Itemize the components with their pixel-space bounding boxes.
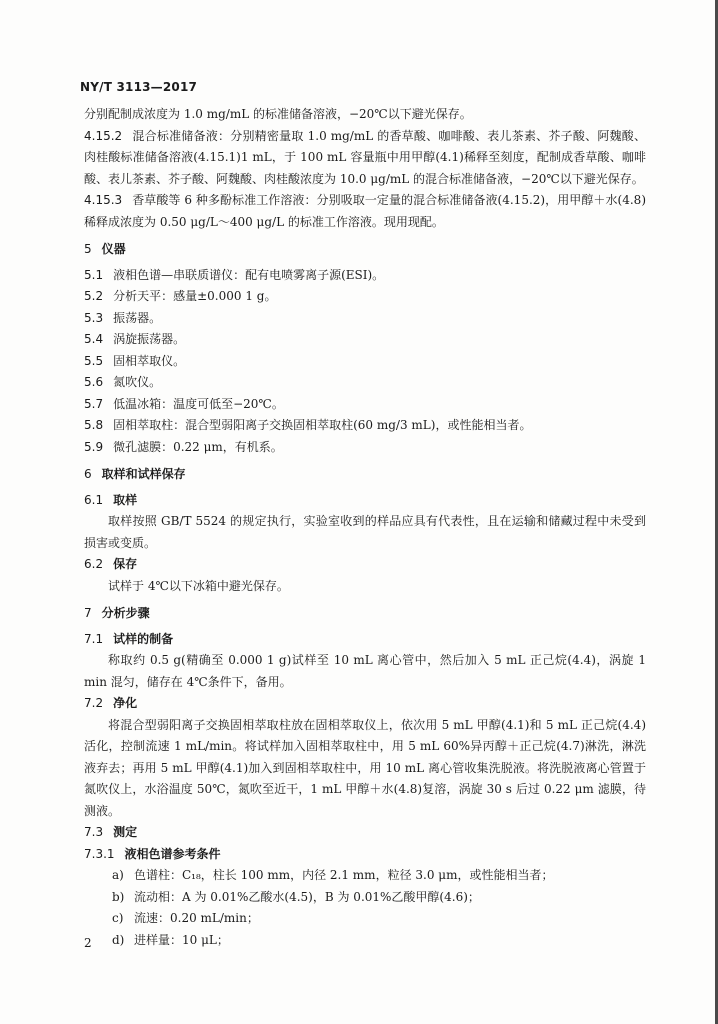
clause (84, 265, 646, 287)
clause-number: 5.9 (84, 439, 104, 454)
clause-number: 5.8 (84, 418, 104, 432)
clause-text: 低温冰箱：温度可低至−20℃。 (113, 396, 284, 411)
paragraph: 称取约 0.5 g(精确至 0.000 1 g)试样至 10 mL 离心管中，然后加入 5 mL 正己烷(4.4)，涡旋 1 min 混匀，储存在 4℃条件下，备用。 (84, 653, 646, 689)
clause (84, 308, 646, 330)
subsection-heading (84, 822, 646, 844)
clause-number: 5.2 (84, 289, 104, 303)
clause (84, 415, 646, 437)
paragraph (84, 104, 646, 126)
clause-number: 5.6 (84, 375, 104, 389)
paragraph: 试样于 4℃以下冰箱中避光保存。 (108, 578, 289, 593)
subsection-heading (84, 629, 646, 651)
subsection-title: 测定 (113, 825, 138, 839)
list-text: 进样量：10 μL； (134, 932, 229, 947)
clause-text: 分别配制成浓度为 1.0 mg/mL 的标准储备溶液，−20℃以下避光保存。 (84, 107, 472, 121)
list-text: 色谱柱：C₁₈，柱长 100 mm，内径 2.1 mm，粒径 3.0 μm，或性能相当者； (134, 868, 554, 882)
clause-text: 混合标准储备液：分别精密量取 1.0 mg/mL 的香草酸、咖啡酸、表儿茶素、芥子酸、阿魏酸、肉桂酸标准储备溶液(4.15.1)1 mL，于 100 mL 容量瓶中用甲醇(4.1)稀释至刻度，配制成香草酸、咖啡酸、表儿茶素、芥子酸、阿魏酸、肉桂酸浓度为 10.0 μg/mL 的混合标准储备液，−20℃以下避光保存。 (84, 128, 646, 186)
subsection-heading (84, 693, 646, 715)
list-item (84, 908, 646, 930)
section-heading (84, 239, 646, 261)
clause-text: 固相萃取柱：混合型弱阳离子交换固相萃取柱(60 mg/3 mL)，或性能相当者。 (113, 418, 532, 432)
clause-number: 4.15.3 (84, 193, 123, 207)
clause (84, 126, 646, 191)
subsection-number: 7.1 (84, 631, 104, 646)
subsection-heading (84, 844, 646, 866)
clause-number: 5.7 (84, 396, 104, 411)
subsection-number: 7.3 (84, 825, 104, 839)
standard-code-header: NY/T 3113—2017 (80, 80, 198, 94)
clause-text: 振荡器。 (113, 310, 162, 325)
subsection-title: 试样的制备 (113, 631, 174, 646)
list-item (84, 930, 646, 952)
clause-text: 微孔滤膜：0.22 μm，有机系。 (113, 439, 283, 454)
clause-number: 5.5 (84, 353, 104, 368)
list-marker: a) (112, 868, 124, 882)
page-number: 2 (84, 936, 92, 950)
clause-number: 5.4 (84, 332, 104, 346)
subsection-number: 6.1 (84, 492, 104, 507)
subsection-title: 净化 (113, 696, 138, 710)
list-item (84, 887, 646, 909)
clause-text: 氮吹仪。 (113, 375, 162, 389)
list-text: 流动相：A 为 0.01%乙酸水(4.5)，B 为 0.01%乙酸甲醇(4.6)； (134, 889, 480, 904)
clause-number: 5.1 (84, 267, 104, 282)
list-marker: c) (112, 911, 124, 925)
list-marker: d) (112, 932, 125, 947)
clause (84, 372, 646, 394)
subsection-heading (84, 554, 646, 576)
clause-text: 液相色谱—串联质谱仪：配有电喷雾离子源(ESI)。 (113, 267, 385, 282)
clause (84, 394, 646, 416)
subsection-number: 7.3.1 (84, 846, 115, 861)
subsection-number: 7.2 (84, 696, 104, 710)
clause (84, 190, 646, 233)
clause (84, 286, 646, 308)
clause-number: 4.15.2 (84, 128, 123, 143)
clause (84, 329, 646, 351)
section-number: 6 (84, 467, 92, 481)
section-title: 仪器 (101, 242, 126, 256)
section-number: 5 (84, 242, 92, 256)
clause-text: 涡旋振荡器。 (113, 332, 186, 346)
clause-text: 分析天平：感量±0.000 1 g。 (113, 289, 277, 303)
section-title: 取样和试样保存 (101, 467, 186, 481)
list-text: 流速：0.20 mL/min； (134, 911, 259, 925)
subsection-title: 取样 (113, 492, 138, 507)
clause (84, 351, 646, 373)
document-body (84, 104, 646, 951)
paragraph: 将混合型弱阳离子交换固相萃取柱放在固相萃取仪上，依次用 5 mL 甲醇(4.1)和 5 mL 正己烷(4.4)活化，控制流速 1 mL/min。将试样加入固相萃取柱中，用 5 mL 60%异丙醇＋正己烷(4.7)淋洗，淋洗液弃去；再用 5 mL 甲醇(4.1)加入到固相萃取柱中，用 10 mL 离心管收集洗脱液。将洗脱液离心管置于氮吹仪上，水浴温度 50℃，氮吹至近干，1 mL 甲醇＋水(4.8)复溶，涡旋 30 s 后过 0.22 μm 滤膜，待测液。 (84, 717, 646, 818)
list-marker: b) (112, 889, 125, 904)
paragraph: 取样按照 GB/T 5524 的规定执行，实验室收到的样品应具有代表性，且在运输和储藏过程中未受到损害或变质。 (84, 514, 646, 550)
subsection-title: 保存 (113, 557, 138, 571)
section-heading (84, 464, 646, 486)
subsection-title: 液相色谱参考条件 (124, 846, 221, 861)
clause-number: 5.3 (84, 310, 104, 325)
subsection-number: 6.2 (84, 557, 104, 571)
clause-text: 香草酸等 6 种多酚标准工作溶液：分别吸取一定量的混合标准储备液(4.15.2)，用甲醇＋水(4.8)稀释成浓度为 0.50 μg/L～400 μg/L 的标准工作溶液。现用现配。 (84, 193, 646, 229)
section-number: 7 (84, 606, 92, 620)
list-item (84, 865, 646, 887)
section-title: 分析步骤 (101, 606, 150, 620)
clause-text: 固相萃取仪。 (113, 353, 186, 368)
clause (84, 437, 646, 459)
subsection-heading (84, 490, 646, 512)
section-heading (84, 603, 646, 625)
